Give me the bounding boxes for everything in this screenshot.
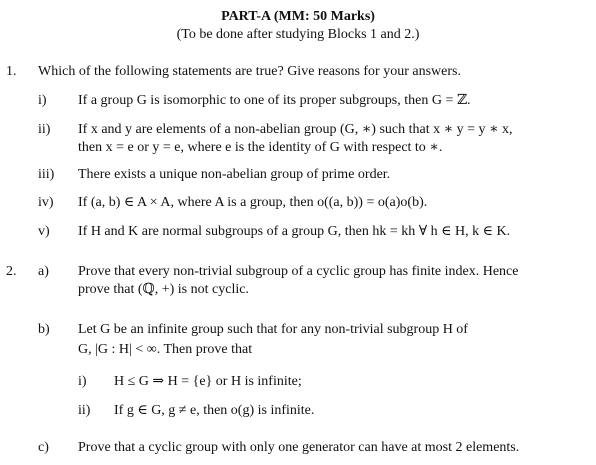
part-title: PART-A (MM: 50 Marks) xyxy=(221,9,375,24)
question-1-text: Which of the following statements are true? Give reasons for your answers. xyxy=(38,64,461,79)
q1-item-iv-label: iv) xyxy=(38,195,54,210)
q1-item-iii-text: There exists a unique non-abelian group of prime order. xyxy=(78,167,391,182)
question-2-number: 2. xyxy=(6,264,17,279)
q1-item-ii-text-line2: then x = e or y = e, where e is the identity of G with respect to ∗. xyxy=(78,140,443,155)
q2-part-a-text-line2: prove that (ℚ, +) is not cyclic. xyxy=(78,282,249,297)
q2-b-item-i-label: i) xyxy=(78,374,87,389)
q2-part-b-text-line2: G, |G : H| < ∞. Then prove that xyxy=(78,342,253,357)
q2-part-a-text-line1: Prove that every non-trivial subgroup of a cyclic group has finite index. Hence xyxy=(78,264,519,279)
q1-item-i-text: If a group G is isomorphic to one of its proper subgroups, then G = ℤ. xyxy=(78,93,471,108)
question-1-number: 1. xyxy=(6,64,17,79)
q1-item-ii-label: ii) xyxy=(38,122,51,137)
q1-item-iii-label: iii) xyxy=(38,167,55,182)
q2-part-a-label: a) xyxy=(38,264,49,279)
q2-part-c-text: Prove that a cyclic group with only one generator can have at most 2 elements. xyxy=(78,440,520,455)
q2-part-b-label: b) xyxy=(38,322,50,337)
q1-item-ii-text-line1: If x and y are elements of a non-abelian group (G, ∗) such that x ∗ y = y ∗ x, xyxy=(78,122,513,137)
part-subtitle: (To be done after studying Blocks 1 and 2.) xyxy=(176,27,420,42)
q2-b-item-ii-label: ii) xyxy=(78,403,91,418)
q2-b-item-ii-text: If g ∈ G, g ≠ e, then o(g) is infinite. xyxy=(114,403,315,418)
q1-item-v-text: If H and K are normal subgroups of a group G, then hk = kh ∀ h ∈ H, k ∈ K. xyxy=(78,224,511,239)
q1-item-v-label: v) xyxy=(38,224,50,239)
q1-item-iv-text: If (a, b) ∈ A × A, where A is a group, then o((a, b)) = o(a)o(b). xyxy=(78,195,428,210)
q2-part-b-text-line1: Let G be an infinite group such that for any non-trivial subgroup H of xyxy=(78,322,468,337)
q1-item-i-label: i) xyxy=(38,93,47,108)
q2-b-item-i-text: H ≤ G ⇒ H = {e} or H is infinite; xyxy=(114,374,302,389)
q2-part-c-label: c) xyxy=(38,440,49,455)
